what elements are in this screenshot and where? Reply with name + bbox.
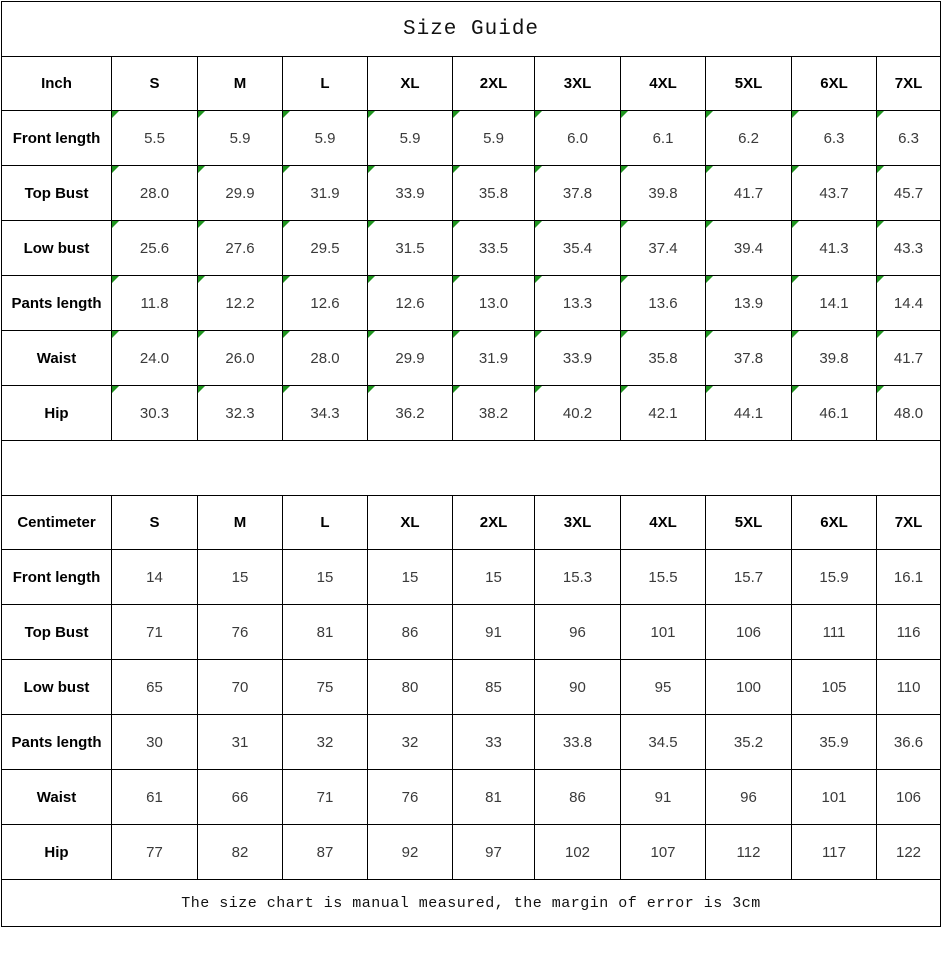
size-guide-table	[1, 1, 941, 927]
size-cell: 81	[453, 770, 535, 825]
table-row	[2, 770, 941, 825]
size-cell: 81	[283, 605, 368, 660]
table-row	[2, 111, 941, 166]
size-cell: 26.0	[198, 331, 283, 386]
size-cell: 12.2	[198, 276, 283, 331]
unit-label: Inch	[2, 57, 112, 111]
table-row	[2, 550, 941, 605]
size-cell: 30.3	[112, 386, 198, 441]
size-cell: 111	[792, 605, 877, 660]
size-cell: 6.2	[706, 111, 792, 166]
size-cell: 85	[453, 660, 535, 715]
size-cell: 13.9	[706, 276, 792, 331]
size-cell: 75	[283, 660, 368, 715]
size-cell: 5.5	[112, 111, 198, 166]
size-cell: 13.3	[535, 276, 621, 331]
table-row	[2, 386, 941, 441]
page-title: Size Guide	[2, 2, 941, 57]
size-cell: 28.0	[283, 331, 368, 386]
size-header-l: L	[283, 496, 368, 550]
size-cell: 15.3	[535, 550, 621, 605]
size-cell: 106	[706, 605, 792, 660]
size-cell: 40.2	[535, 386, 621, 441]
size-cell: 38.2	[453, 386, 535, 441]
size-cell: 33.8	[535, 715, 621, 770]
size-cell: 101	[792, 770, 877, 825]
size-cell: 112	[706, 825, 792, 880]
size-cell: 37.8	[535, 166, 621, 221]
size-cell: 12.6	[368, 276, 453, 331]
size-cell: 101	[621, 605, 706, 660]
size-header-m: M	[198, 496, 283, 550]
size-header-xl: XL	[368, 496, 453, 550]
size-cell: 12.6	[283, 276, 368, 331]
size-cell: 44.1	[706, 386, 792, 441]
inch-table-section	[2, 57, 941, 441]
size-header-row	[2, 57, 941, 111]
centimeter-table-section	[2, 496, 941, 880]
footer-row	[2, 880, 941, 927]
size-cell: 15	[198, 550, 283, 605]
size-cell: 46.1	[792, 386, 877, 441]
size-cell: 15.9	[792, 550, 877, 605]
size-header-2xl: 2XL	[453, 496, 535, 550]
table-spacer	[2, 441, 941, 496]
size-cell: 71	[283, 770, 368, 825]
size-header-row	[2, 496, 941, 550]
table-row	[2, 715, 941, 770]
row-label: Pants length	[2, 715, 112, 770]
size-cell: 107	[621, 825, 706, 880]
size-cell: 71	[112, 605, 198, 660]
size-cell: 117	[792, 825, 877, 880]
size-cell: 41.7	[877, 331, 941, 386]
size-cell: 31.5	[368, 221, 453, 276]
size-cell: 92	[368, 825, 453, 880]
size-cell: 35.8	[621, 331, 706, 386]
size-cell: 30	[112, 715, 198, 770]
row-label: Waist	[2, 770, 112, 825]
row-label: Hip	[2, 386, 112, 441]
row-label: Top Bust	[2, 166, 112, 221]
size-cell: 48.0	[877, 386, 941, 441]
size-cell: 6.3	[792, 111, 877, 166]
size-cell: 29.9	[198, 166, 283, 221]
size-cell: 32	[283, 715, 368, 770]
size-cell: 14	[112, 550, 198, 605]
table-row	[2, 221, 941, 276]
size-cell: 28.0	[112, 166, 198, 221]
size-header-4xl: 4XL	[621, 57, 706, 111]
size-cell: 45.7	[877, 166, 941, 221]
size-cell: 33.9	[368, 166, 453, 221]
size-cell: 77	[112, 825, 198, 880]
size-cell: 35.8	[453, 166, 535, 221]
size-header-5xl: 5XL	[706, 496, 792, 550]
size-header-3xl: 3XL	[535, 496, 621, 550]
size-cell: 31.9	[283, 166, 368, 221]
size-cell: 95	[621, 660, 706, 715]
size-cell: 33.9	[535, 331, 621, 386]
size-cell: 86	[535, 770, 621, 825]
table-row	[2, 825, 941, 880]
size-cell: 31.9	[453, 331, 535, 386]
size-header-s: S	[112, 496, 198, 550]
size-cell: 15	[453, 550, 535, 605]
size-cell: 6.0	[535, 111, 621, 166]
size-cell: 13.6	[621, 276, 706, 331]
size-cell: 33	[453, 715, 535, 770]
size-header-3xl: 3XL	[535, 57, 621, 111]
size-cell: 5.9	[453, 111, 535, 166]
size-cell: 27.6	[198, 221, 283, 276]
size-cell: 35.4	[535, 221, 621, 276]
size-cell: 65	[112, 660, 198, 715]
size-cell: 33.5	[453, 221, 535, 276]
size-cell: 31	[198, 715, 283, 770]
size-cell: 5.9	[283, 111, 368, 166]
size-guide-sheet	[1, 1, 941, 927]
size-cell: 91	[453, 605, 535, 660]
row-label: Waist	[2, 331, 112, 386]
size-cell: 66	[198, 770, 283, 825]
size-cell: 34.5	[621, 715, 706, 770]
row-label: Low bust	[2, 221, 112, 276]
row-label: Front length	[2, 550, 112, 605]
row-label: Pants length	[2, 276, 112, 331]
size-cell: 61	[112, 770, 198, 825]
size-cell: 110	[877, 660, 941, 715]
size-cell: 24.0	[112, 331, 198, 386]
size-cell: 16.1	[877, 550, 941, 605]
size-header-7xl: 7XL	[877, 496, 941, 550]
size-cell: 15.5	[621, 550, 706, 605]
size-cell: 42.1	[621, 386, 706, 441]
row-label: Hip	[2, 825, 112, 880]
size-cell: 122	[877, 825, 941, 880]
size-cell: 37.8	[706, 331, 792, 386]
title-section	[2, 2, 941, 57]
size-cell: 76	[198, 605, 283, 660]
size-cell: 15	[368, 550, 453, 605]
size-cell: 86	[368, 605, 453, 660]
table-spacer-row	[2, 441, 941, 496]
size-cell: 36.6	[877, 715, 941, 770]
size-header-s: S	[112, 57, 198, 111]
size-cell: 14.4	[877, 276, 941, 331]
size-cell: 106	[877, 770, 941, 825]
size-header-xl: XL	[368, 57, 453, 111]
size-cell: 11.8	[112, 276, 198, 331]
size-header-6xl: 6XL	[792, 496, 877, 550]
size-cell: 25.6	[112, 221, 198, 276]
size-cell: 6.3	[877, 111, 941, 166]
size-cell: 80	[368, 660, 453, 715]
size-cell: 97	[453, 825, 535, 880]
size-cell: 90	[535, 660, 621, 715]
table-row	[2, 605, 941, 660]
size-cell: 43.3	[877, 221, 941, 276]
spacer-section	[2, 441, 941, 496]
table-row	[2, 331, 941, 386]
size-cell: 41.7	[706, 166, 792, 221]
size-header-6xl: 6XL	[792, 57, 877, 111]
size-cell: 39.8	[621, 166, 706, 221]
row-label: Low bust	[2, 660, 112, 715]
size-cell: 39.8	[792, 331, 877, 386]
size-header-5xl: 5XL	[706, 57, 792, 111]
table-row	[2, 166, 941, 221]
table-row	[2, 660, 941, 715]
size-cell: 116	[877, 605, 941, 660]
title-row	[2, 2, 941, 57]
size-cell: 102	[535, 825, 621, 880]
size-header-7xl: 7XL	[877, 57, 941, 111]
size-cell: 41.3	[792, 221, 877, 276]
unit-label: Centimeter	[2, 496, 112, 550]
size-cell: 6.1	[621, 111, 706, 166]
size-cell: 34.3	[283, 386, 368, 441]
size-header-2xl: 2XL	[453, 57, 535, 111]
size-cell: 37.4	[621, 221, 706, 276]
size-cell: 96	[706, 770, 792, 825]
size-cell: 35.9	[792, 715, 877, 770]
size-cell: 32	[368, 715, 453, 770]
footer-note: The size chart is manual measured, the margin of error is 3cm	[2, 880, 941, 927]
size-cell: 35.2	[706, 715, 792, 770]
size-cell: 39.4	[706, 221, 792, 276]
size-cell: 76	[368, 770, 453, 825]
size-cell: 87	[283, 825, 368, 880]
size-header-m: M	[198, 57, 283, 111]
size-cell: 36.2	[368, 386, 453, 441]
size-cell: 15.7	[706, 550, 792, 605]
size-cell: 82	[198, 825, 283, 880]
size-cell: 105	[792, 660, 877, 715]
size-cell: 91	[621, 770, 706, 825]
size-cell: 29.5	[283, 221, 368, 276]
row-label: Top Bust	[2, 605, 112, 660]
size-cell: 70	[198, 660, 283, 715]
row-label: Front length	[2, 111, 112, 166]
size-cell: 15	[283, 550, 368, 605]
size-cell: 5.9	[198, 111, 283, 166]
size-cell: 29.9	[368, 331, 453, 386]
footer-section	[2, 880, 941, 927]
size-cell: 32.3	[198, 386, 283, 441]
size-cell: 14.1	[792, 276, 877, 331]
size-cell: 43.7	[792, 166, 877, 221]
size-cell: 13.0	[453, 276, 535, 331]
size-cell: 5.9	[368, 111, 453, 166]
size-header-l: L	[283, 57, 368, 111]
size-cell: 96	[535, 605, 621, 660]
table-row	[2, 276, 941, 331]
size-header-4xl: 4XL	[621, 496, 706, 550]
size-cell: 100	[706, 660, 792, 715]
